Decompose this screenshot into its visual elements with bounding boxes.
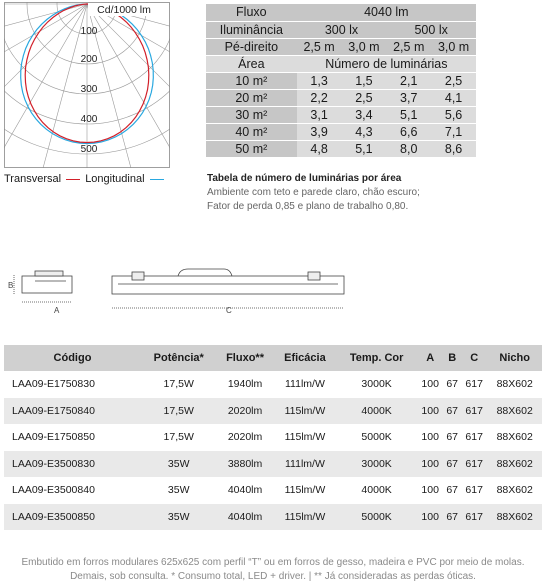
polar-spoke [87,4,170,124]
column-header: Nicho [487,345,542,371]
front-view [112,269,344,308]
table-cell: 115lm/W [274,398,337,425]
product-code: LAA09-E3500840 [4,477,141,504]
count-cell: 3,4 [342,106,387,123]
illuminance-500: 500 lx [386,21,476,38]
table-cell: 100 [417,451,443,478]
illuminance-300: 300 lx [297,21,387,38]
side-view [14,271,72,302]
ring-label: 100 [80,26,98,37]
table-cell: 67 [443,424,461,451]
polar-spoke [87,4,170,168]
polar-spoke [4,4,87,66]
table-cell: 2020lm [216,398,273,425]
column-header: Temp. Cor [336,345,417,371]
table-cell: 35W [141,451,217,478]
column-header: Código [4,345,141,371]
polar-spoke [4,4,87,168]
area-row [206,106,476,123]
polar-legend [4,173,166,185]
table-row [4,371,542,398]
table-notes [207,172,420,214]
column-header: Fluxo** [216,345,273,371]
column-header: Eficácia [274,345,337,371]
legend-transversal: Transversal [4,173,62,185]
ring-label: 200 [80,54,98,65]
height-cell: 2,5 m [386,38,431,55]
area-cell: 20 m² [206,89,297,106]
count-cell: 2,5 [342,89,387,106]
table-cell: 67 [443,398,461,425]
footer-notes [0,556,546,584]
table-row [4,477,542,504]
height-cell: 3,0 m [431,38,476,55]
table-cell: 17,5W [141,371,217,398]
ring-label: 300 [80,84,98,95]
illuminance-label: Iluminância [206,21,297,38]
area-label: Área [206,55,297,72]
table-cell: 88X602 [487,398,542,425]
polar-unit: Cd/1000 lm [97,4,151,16]
table-cell: 1940lm [216,371,273,398]
ring-label: 500 [80,144,98,155]
table-cell: 35W [141,504,217,531]
table-cell: 100 [417,504,443,531]
area-cell: 40 m² [206,123,297,140]
area-row [206,123,476,140]
luminaire-count-label: Número de luminárias [297,55,476,72]
flux-label: Fluxo [206,4,297,21]
count-cell: 1,3 [297,72,342,89]
area-row [206,89,476,106]
count-cell: 1,5 [342,72,387,89]
count-cell: 4,1 [431,89,476,106]
table-cell: 115lm/W [274,424,337,451]
table-cell: 88X602 [487,451,542,478]
product-table [4,345,542,530]
ring-labels [81,26,98,155]
product-code: LAA09-E3500850 [4,504,141,531]
table-row [4,451,542,478]
table-cell: 17,5W [141,424,217,451]
table-cell: 3000K [336,371,417,398]
table-cell: 115lm/W [274,477,337,504]
count-cell: 5,1 [342,140,387,157]
dimension-drawing [0,262,546,322]
table-cell: 617 [461,371,487,398]
table-cell: 617 [461,451,487,478]
count-cell: 6,6 [386,123,431,140]
longitudinal-swatch [150,179,164,180]
table-cell: 617 [461,398,487,425]
area-cell: 10 m² [206,72,297,89]
table-cell: 5000K [336,504,417,531]
height-cell: 2,5 m [297,38,342,55]
area-row [206,140,476,157]
table-cell: 67 [443,504,461,531]
count-cell: 8,6 [431,140,476,157]
table-cell: 3880lm [216,451,273,478]
count-cell: 4,8 [297,140,342,157]
column-header: A [417,345,443,371]
table-cell: 67 [443,371,461,398]
count-cell: 2,2 [297,89,342,106]
table-cell: 3000K [336,451,417,478]
footer-line: Embutido em forros modulares 625x625 com perfil “T” ou em forros de gesso, madeira e PVC por meio de molas. [21,557,525,568]
note-title: Tabela de número de luminárias por área [207,173,402,184]
table-cell: 4040lm [216,477,273,504]
ceiling-height-label: Pé-direito [206,38,297,55]
table-cell: 88X602 [487,371,542,398]
table-cell: 88X602 [487,504,542,531]
table-row [4,398,542,425]
column-header: B [443,345,461,371]
note-line: Ambiente com teto e parede claro, chão escuro; [207,187,420,198]
column-header: C [461,345,487,371]
dim-b: B [8,281,14,290]
product-code: LAA09-E1750840 [4,398,141,425]
table-cell: 4000K [336,477,417,504]
count-cell: 5,6 [431,106,476,123]
table-cell: 67 [443,451,461,478]
table-row [4,424,542,451]
area-cell: 50 m² [206,140,297,157]
table-cell: 17,5W [141,398,217,425]
luminaire-count-table [206,4,476,158]
table-cell: 100 [417,424,443,451]
count-cell: 5,1 [386,106,431,123]
count-cell: 7,1 [431,123,476,140]
count-cell: 3,7 [386,89,431,106]
area-row [206,72,476,89]
table-cell: 111lm/W [274,451,337,478]
table-cell: 100 [417,371,443,398]
legend-longitudinal: Longitudinal [85,173,145,185]
count-cell: 3,9 [297,123,342,140]
table-cell: 88X602 [487,477,542,504]
count-cell: 2,5 [431,72,476,89]
count-cell: 3,1 [297,106,342,123]
product-code: LAA09-E1750830 [4,371,141,398]
polar-spoke [25,4,87,168]
table-cell: 100 [417,398,443,425]
table-cell: 617 [461,504,487,531]
table-cell: 5000K [336,424,417,451]
polar-spoke [4,4,87,168]
height-cell: 3,0 m [342,38,387,55]
table-cell: 2020lm [216,424,273,451]
table-cell: 111lm/W [274,371,337,398]
table-cell: 617 [461,477,487,504]
product-code: LAA09-E3500830 [4,451,141,478]
flux-value: 4040 lm [297,4,476,21]
ring-label: 400 [80,114,98,125]
polar-spoke [4,4,87,124]
polar-spoke [87,4,170,168]
column-header: Potência* [141,345,217,371]
count-cell: 4,3 [342,123,387,140]
table-cell: 67 [443,477,461,504]
area-cell: 30 m² [206,106,297,123]
transversal-swatch [66,179,80,180]
note-line: Fator de perda 0,85 e plano de trabalho 0,80. [207,201,409,212]
dim-a: A [54,306,60,315]
count-cell: 8,0 [386,140,431,157]
table-cell: 88X602 [487,424,542,451]
table-cell: 115lm/W [274,504,337,531]
polar-diagram [4,2,170,168]
table-cell: 617 [461,424,487,451]
table-cell: 100 [417,477,443,504]
table-cell: 4000K [336,398,417,425]
table-row [4,504,542,531]
table-cell: 35W [141,477,217,504]
table-cell: 4040lm [216,504,273,531]
dim-c: C [226,306,232,315]
count-cell: 2,1 [386,72,431,89]
footer-line: Demais, sob consulta. * Consumo total, LED + driver. | ** Já consideradas as perdas óticas. [70,571,476,582]
product-code: LAA09-E1750850 [4,424,141,451]
